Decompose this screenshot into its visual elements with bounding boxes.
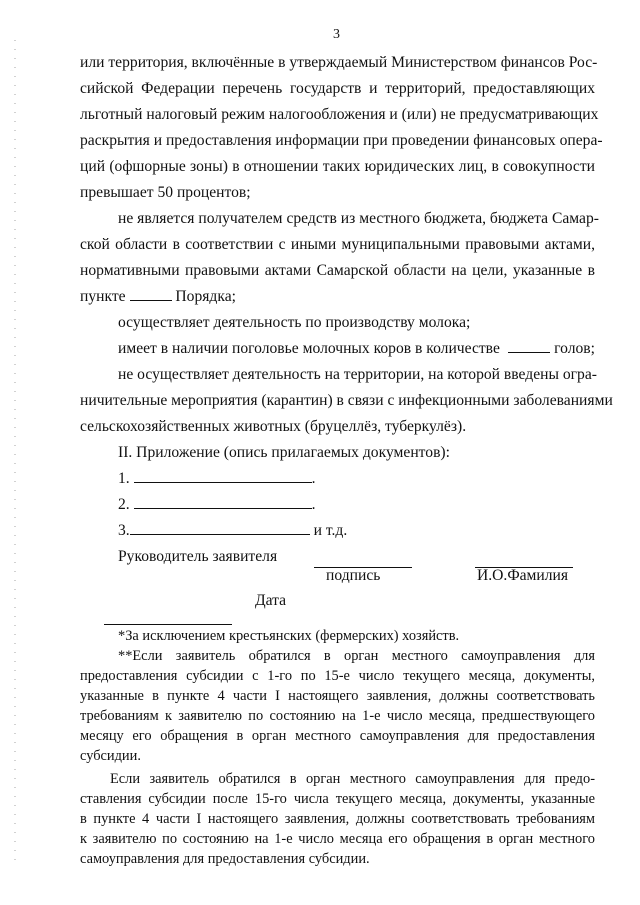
quarantine-line-2: ничительные мероприятия (карантин) в связи с инфекционными заболеваниями xyxy=(80,392,613,409)
footnote-3-line-2: ставления субсидии после 15-го числа текущего месяца, документы, указанные xyxy=(80,791,595,807)
body-line-6: превышает 50 процентов; xyxy=(80,184,251,201)
appendix-item-3 xyxy=(118,522,347,540)
page-number: 3 xyxy=(333,27,340,42)
appendix-item-3-number: 3. xyxy=(118,522,130,539)
footnote-3-line-3: в пункте 4 части I настоящего заявления, должны соответствовать требованиям xyxy=(80,811,595,827)
footnote-3-line-1: Если заявитель обратился в орган местного самоуправления для предо- xyxy=(110,771,595,787)
footnote-3-line-4: к заявителю по состоянию на 1-е число месяца его обращения в орган местного xyxy=(80,831,595,847)
body-line-7: не является получателем средств из местного бюджета, бюджета Самар- xyxy=(118,210,599,227)
appendix-item-2-end: . xyxy=(311,496,316,513)
cows-line xyxy=(118,340,595,358)
quarantine-line-1: не осуществляет деятельность на территории, на которой введены огра- xyxy=(118,366,597,383)
cows-after: голов; xyxy=(554,340,595,357)
milk-line: осуществляет деятельность по производству молока; xyxy=(118,314,471,331)
appendix-item-1-end: . xyxy=(311,470,316,487)
footnote-separator xyxy=(104,624,232,625)
body-line-8: ской области в соответствии с иными муниципальными правовыми актами, xyxy=(80,236,595,253)
appendix-title: II. Приложение (опись прилагаемых документов): xyxy=(118,444,450,461)
cows-blank[interactable] xyxy=(508,341,550,353)
footnote-2-line-4: требованиям к заявителю по состоянию на 1-е число месяца, предшествующего xyxy=(80,708,595,724)
appendix-item-2-blank[interactable] xyxy=(134,497,312,509)
body-line-5: ций (офшорные зоны) в отношении таких юридических лиц, в совокупности xyxy=(80,158,595,175)
appendix-item-2 xyxy=(118,496,316,514)
cows-before: имеет в наличии поголовье молочных коров в количестве xyxy=(118,340,500,357)
punkt-blank[interactable] xyxy=(130,289,172,301)
punkt-before: пункте xyxy=(80,288,126,305)
footnote-2-line-5: месяцу его обращения в орган местного самоуправления для предоставления xyxy=(80,728,595,744)
body-line-2: сийской Федерации перечень государств и территорий, предоставляющих xyxy=(80,80,595,97)
body-line-4: раскрытия и предоставления информации при проведении финансовых опера- xyxy=(80,132,603,149)
footnote-2-line-2: предоставления субсидии с 1-го по 15-е число текущего месяца, документы, xyxy=(80,668,595,684)
footnote-2-line-6: субсидии. xyxy=(80,748,141,764)
name-label: И.О.Фамилия xyxy=(477,567,569,584)
appendix-item-1 xyxy=(118,470,316,488)
punkt-after: Порядка; xyxy=(175,288,236,305)
head-label: Руководитель заявителя xyxy=(118,548,278,565)
body-line-1: или территория, включённые в утверждаемый Министерством финансов Рос- xyxy=(80,54,598,71)
footnote-2-line-3: указанные в пункте 4 части I настоящего заявления, должны соответствовать xyxy=(80,688,595,704)
appendix-item-1-number: 1. xyxy=(118,470,130,487)
quarantine-line-3: сельскохозяйственных животных (бруцеллёз, туберкулёз). xyxy=(80,418,467,435)
body-line-9: нормативными правовыми актами Самарской области на цели, указанные в xyxy=(80,262,595,279)
footnote-1: *За исключением крестьянских (фермерских) хозяйств. xyxy=(118,628,460,644)
footnote-2-line-1: **Если заявитель обратился в орган местного самоуправления для xyxy=(118,648,595,664)
scan-artifact xyxy=(14,40,16,860)
appendix-etc: и т.д. xyxy=(313,522,348,539)
punkt-line xyxy=(80,288,595,306)
footnote-3-line-5: самоуправления для предоставления субсидии. xyxy=(80,851,370,867)
appendix-item-2-number: 2. xyxy=(118,496,130,513)
date-label: Дата xyxy=(255,592,287,609)
body-line-3: льготный налоговый режим налогообложения и (или) не предусматривающих xyxy=(80,106,599,123)
sign-label: подпись xyxy=(326,567,381,584)
appendix-item-3-blank[interactable] xyxy=(130,523,310,535)
appendix-item-1-blank[interactable] xyxy=(134,471,312,483)
